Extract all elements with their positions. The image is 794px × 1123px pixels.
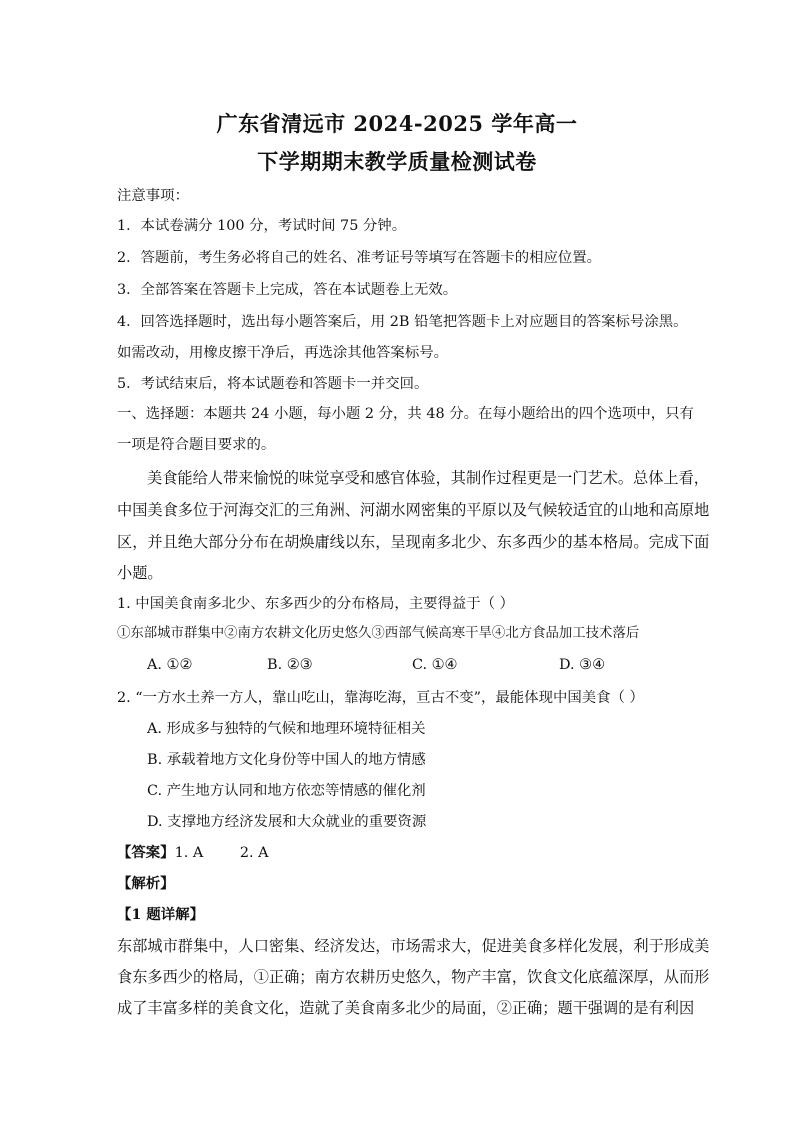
notes-item: 如需改动，用橡皮擦干净后，再选涂其他答案标号。: [117, 345, 448, 361]
answer-label: 【答案】: [117, 844, 175, 861]
question-2-option-a: A. 形成多与独特的气候和地理环境特征相关: [147, 721, 426, 737]
question-1-option-a: A. ①②: [147, 657, 193, 673]
question-1-option-b: B. ②③: [267, 657, 313, 673]
section-heading-cont: 一项是符合题目要求的。: [117, 437, 276, 453]
question-1-statements: ①东部城市群集中②南方农耕文化历史悠久③西部气候高寒干旱④北方食品加工技术落后: [117, 626, 640, 641]
question-1-option-d: D. ③④: [559, 657, 605, 673]
question-1-stem: 1. 中国美食南多北少、东多西少的分布格局，主要得益于（ ）: [117, 596, 515, 612]
notes-item: 1．本试卷满分 100 分，考试时间 75 分钟。: [117, 218, 407, 234]
title-line-1: 广东省清远市 2024-2025 学年高一: [216, 111, 578, 136]
analysis-line: 食东多西少的格局，①正确；南方农耕历史悠久，物产丰富，饮食文化底蕴深厚，从而形: [117, 968, 710, 986]
notes-item: 2．答题前，考生务必将自己的姓名、准考证号等填写在答题卡的相应位置。: [117, 250, 602, 266]
answer-text: 1. A 2. A: [174, 845, 269, 861]
passage-line: 区，并且绝大部分分布在胡焕庸线以东，呈现南多北少、东多西少的基本格局。完成下面: [117, 533, 710, 551]
question-2-option-c: C. 产生地方认同和地方依恋等情感的催化剂: [147, 783, 426, 799]
title-line-2: 下学期期末教学质量检测试卷: [257, 149, 537, 174]
analysis-line: 东部城市群集中，人口密集、经济发达，市场需求大，促进美食多样化发展，利于形成美: [117, 937, 710, 955]
passage-line: 美食能给人带来愉悦的味觉享受和感官体验，其制作过程更是一门艺术。总体上看，: [147, 469, 709, 487]
analysis-sub-label: 【1 题详解】: [117, 906, 204, 923]
notes-item: 4．回答选择题时，选出每小题答案后，用 2B 铅笔把答题卡上对应题目的答案标号涂黑。: [117, 314, 688, 330]
notes-heading: 注意事项：: [117, 188, 189, 204]
notes-item: 3．全部答案在答题卡上完成，答在本试题卷上无效。: [117, 282, 458, 298]
question-1-option-c: C. ①④: [412, 657, 458, 673]
analysis-line: 成了丰富多样的美食文化，造就了美食南多北少的局面，②正确；题干强调的是有利因: [117, 999, 695, 1017]
question-2-option-b: B. 承载着地方文化身份等中国人的地方情感: [147, 752, 426, 768]
notes-item: 5．考试结束后，将本试题卷和答题卡一并交回。: [117, 376, 429, 392]
section-heading: 一、选择题：本题共 24 小题，每小题 2 分，共 48 分。在每小题给出的四个选项中，只有: [117, 406, 694, 422]
question-2-option-d: D. 支撑地方经济发展和大众就业的重要资源: [147, 814, 427, 830]
passage-line: 小题。: [117, 564, 163, 582]
passage-line: 中国美食多位于河海交汇的三角洲、河湖水网密集的平原以及气候较适宜的山地和高原地: [117, 501, 710, 519]
analysis-label: 【解析】: [117, 875, 175, 892]
answer-row: [117, 843, 677, 863]
question-2-stem: 2. “一方水土养一方人，靠山吃山，靠海吃海，亘古不变”，最能体现中国美食（ ）: [117, 690, 644, 706]
